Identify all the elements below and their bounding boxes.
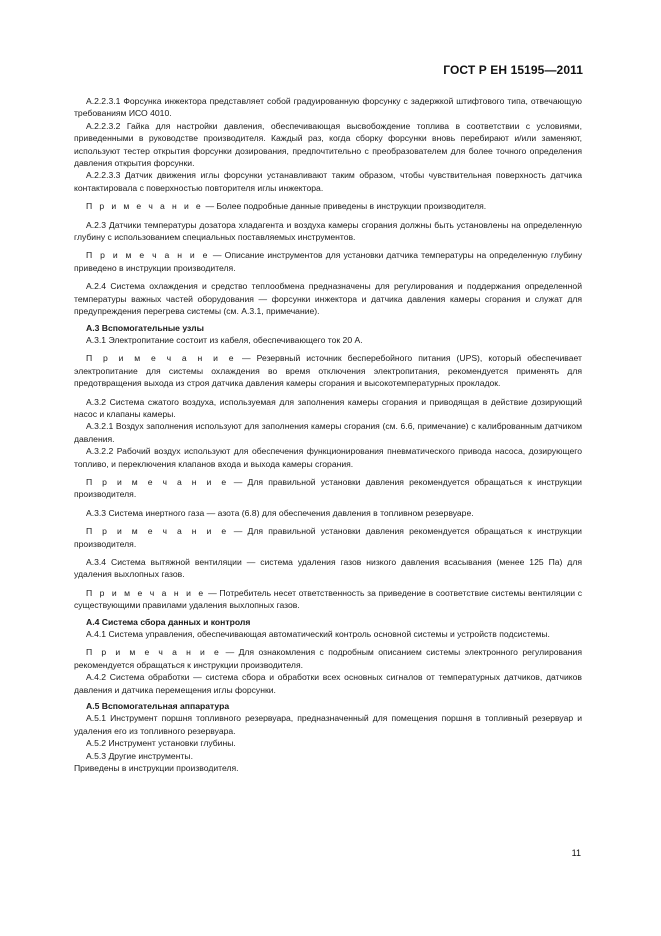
note-paragraph-note4 bbox=[74, 476, 582, 501]
note-label: П р и м е ч а н и е bbox=[86, 476, 229, 487]
note-label: П р и м е ч а н и е bbox=[86, 353, 236, 364]
note-text: — Резервный источник бесперебойного питания (UPS), который обеспечивает электропитание для системы охлаждения во время отключения электропитания, рекомендуется применять для предотвращения выхода из строя датчика давления камеры сгорания и высокотемпературных прокладок. bbox=[74, 353, 582, 389]
paragraph-a224: А.2.4 Система охлаждения и средство теплообмена предназначены для регулирования и поддержания определенной температуры важных частей оборудования — форсунки инжектора и датчика давления камеры сгорания и служат для предупреждения перегрева системы (см. А.3.1, примечание). bbox=[74, 281, 582, 317]
note-label: П р и м е ч а н и е bbox=[86, 250, 210, 261]
paragraph-a2232: А.2.2.3.2 Гайка для настройки давления, обеспечивающая высвобождение топлива в соответствии с условиями, приведенными в руководстве производителя. Каждый раз, когда сборку форсунки вновь перебирают и/или заменяют, используют тестер открытия форсунки дозирования, предпочтительно с преобразователем для более точного определения давления открытия форсунки. bbox=[74, 120, 582, 169]
note-label: П р и м е ч а н и е bbox=[86, 526, 229, 537]
note-text: — Для ознакомления с подробным описанием системы электронного регулирования рекомендуется обращаться к инструкции производителя. bbox=[74, 647, 582, 670]
paragraph-a33: А.3.3 Система инертного газа — азота (6.8) для обеспечения давления в топливном резервуаре. bbox=[86, 507, 474, 518]
paragraph-a223: А.2.3 Датчики температуры дозатора хладагента и воздуха камеры сгорания должны быть установлены на определенную глубину с использованием специальных поставляемых инструментов. bbox=[74, 219, 582, 243]
document-body bbox=[74, 95, 582, 775]
note-paragraph-note3 bbox=[74, 352, 582, 389]
note-text: — Для правильной установки давления рекомендуется обращаться к инструкции производителя. bbox=[74, 526, 582, 549]
section-heading-h_a3: А.3 Вспомогательные узлы bbox=[86, 322, 204, 333]
paragraph-a2233: А.2.2.3.3 Датчик движения иглы форсунки устанавливают таким образом, чтобы чувствительная поверхность датчика контактировала с поверхностью повторителя иглы инжектора. bbox=[74, 170, 582, 193]
paragraph-a2231: А.2.2.3.1 Форсунка инжектора представляет собой градуированную форсунку с задержкой штифтового типа, отвечающую требованиям ИСО 4010. bbox=[74, 96, 582, 119]
paragraph-a53: А.5.3 Другие инструменты. bbox=[86, 750, 193, 761]
paragraph-a41: А.4.1 Система управления, обеспечивающая автоматический контроль основной системы и устройств подсистемы. bbox=[86, 629, 550, 640]
note-label: П р и м е ч а н и е bbox=[86, 587, 206, 598]
note-paragraph-note7 bbox=[74, 646, 582, 671]
note-label: П р и м е ч а н и е bbox=[86, 201, 204, 212]
note-paragraph-note5 bbox=[74, 525, 582, 550]
section-heading-h_a4: А.4 Система сбора данных и контроля bbox=[86, 616, 251, 627]
paragraph-a53b: Приведены в инструкции производителя. bbox=[74, 763, 239, 774]
section-heading-h_a5: А.5 Вспомогательная аппаратура bbox=[86, 701, 230, 712]
standard-header: ГОСТ Р ЕН 15195—2011 bbox=[443, 63, 583, 77]
note-text: — Более подробные данные приведены в инструкции производителя. bbox=[203, 201, 487, 212]
paragraph-a322: А.3.2.2 Рабочий воздух используют для обеспечения функционирования пневматического привода насоса, дозирующего топливо, и переключения клапанов входа и выхода камеры сгорания. bbox=[74, 446, 582, 469]
note-paragraph-note1 bbox=[74, 200, 582, 212]
note-text: — Для правильной установки давления рекомендуется обращаться к инструкции производителя. bbox=[74, 476, 582, 500]
page-number: 11 bbox=[571, 848, 581, 858]
note-text: — Потребитель несет ответственность за приведение в соответствие системы вентиляции с существующими правилами удаления выхлопных газов. bbox=[74, 587, 582, 611]
paragraph-a51: А.5.1 Инструмент поршня топливного резервуара, предназначенный для помещения поршня в топливный резервуар и удаления его из топливного резервуара. bbox=[74, 713, 582, 736]
paragraph-a34: А.3.4 Система вытяжной вентиляции — система удаления газов низкого давления всасывания (менее 125 Па) для удаления выхлопных газов. bbox=[74, 557, 582, 580]
paragraph-a31: А.3.1 Электропитание состоит из кабеля, обеспечивающего ток 20 А. bbox=[86, 334, 363, 345]
paragraph-a52: А.5.2 Инструмент установки глубины. bbox=[86, 738, 236, 749]
paragraph-a42: А.4.2 Система обработки — система сбора и обработки всех основных сигналов от температурных датчиков, датчиков давления и датчика перемещения иглы форсунки. bbox=[74, 672, 582, 695]
note-paragraph-note2 bbox=[74, 249, 582, 274]
note-text: — Описание инструментов для установки датчика температуры на определенную глубину приведено в инструкции производителя. bbox=[74, 250, 582, 273]
paragraph-a321: А.3.2.1 Воздух заполнения используют для заполнения камеры сгорания (см. 6.6, примечание) с калиброванным датчиком давления. bbox=[74, 421, 582, 444]
note-paragraph-note6 bbox=[74, 587, 582, 612]
note-label: П р и м е ч а н и е bbox=[86, 647, 222, 658]
paragraph-a32: А.3.2 Система сжатого воздуха, используемая для заполнения камеры сгорания и приводящая в действие дозирующий насос и клапаны камеры. bbox=[74, 396, 582, 419]
